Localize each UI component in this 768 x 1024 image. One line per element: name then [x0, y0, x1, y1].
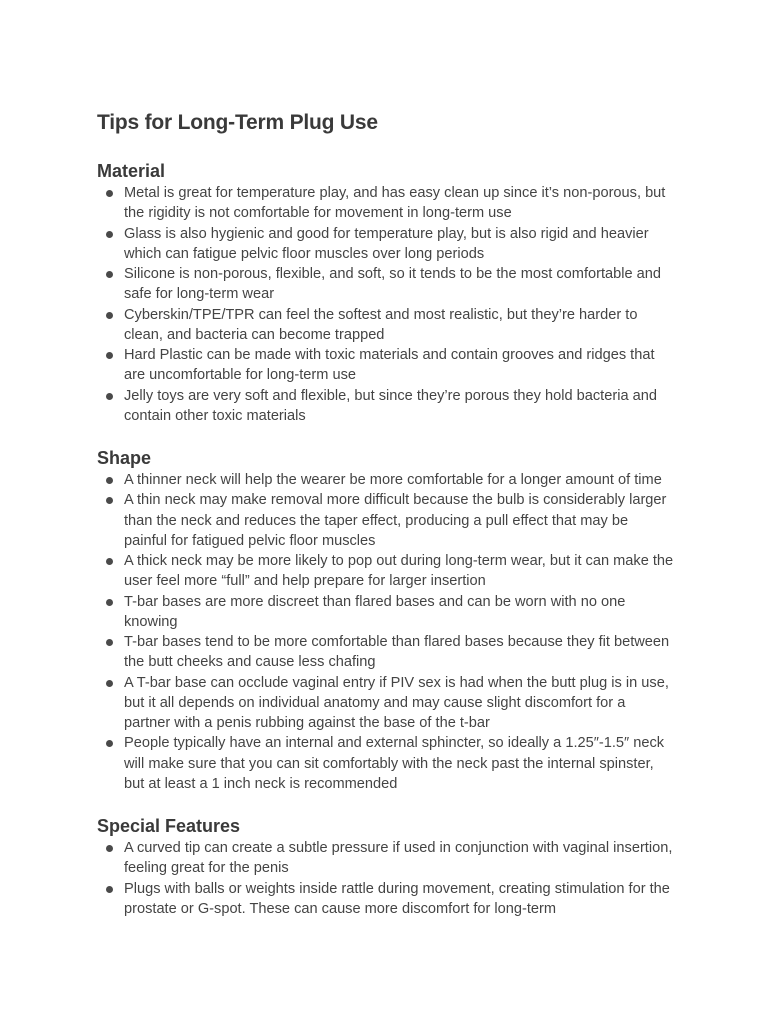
bullet-dot-icon: [106, 497, 113, 504]
list-item-text: Jelly toys are very soft and flexible, but since they’re porous they hold bacteria and contain other toxic materials: [124, 387, 657, 424]
section-special-features: [97, 814, 674, 919]
list-item: [97, 490, 674, 551]
list-item: [97, 470, 674, 490]
list-item-text: T-bar bases tend to be more comfortable than flared bases because they fit between the butt cheeks and cause less chafing: [124, 634, 670, 671]
bullet-dot-icon: [106, 599, 113, 606]
bullet-dot-icon: [106, 740, 113, 747]
bullet-dot-icon: [106, 477, 113, 484]
list-item: [97, 224, 674, 265]
bullet-dot-icon: [106, 639, 113, 646]
bullet-list: [97, 838, 674, 919]
list-item: [97, 838, 674, 879]
bullet-list: [97, 470, 674, 794]
list-item-text: T-bar bases are more discreet than flared bases and can be worn with no one knowing: [124, 593, 626, 630]
section-heading: Special Features: [97, 816, 241, 836]
list-item-text: Cyberskin/TPE/TPR can feel the softest and most realistic, but they’re harder to clean, and bacteria can become trapped: [124, 306, 638, 343]
list-item: [97, 305, 674, 346]
list-item-text: Plugs with balls or weights inside rattle during movement, creating stimulation for the prostate or G-spot. These can cause more discomfort for long-term: [124, 880, 670, 917]
list-item: [97, 733, 674, 794]
list-item: [97, 632, 674, 673]
list-item-text: A thick neck may be more likely to pop out during long-term wear, but it can make the user feel more “full” and help prepare for larger insertion: [124, 553, 674, 590]
bullet-dot-icon: [106, 352, 113, 359]
bullet-dot-icon: [106, 231, 113, 238]
list-item: [97, 551, 674, 592]
section-heading: Shape: [97, 448, 152, 468]
section-shape: [97, 446, 674, 794]
list-item-text: A T-bar base can occlude vaginal entry if PIV sex is had when the butt plug is in use, but it all depends on individual anatomy and may cause slight discomfort for a partner with a penis rubbing against the base of the t-bar: [124, 674, 669, 731]
bullet-dot-icon: [106, 312, 113, 319]
document-title: Tips for Long-Term Plug Use: [97, 111, 378, 134]
list-item-text: A thinner neck will help the wearer be more comfortable for a longer amount of time: [124, 472, 662, 488]
list-item: [97, 879, 674, 920]
bullet-dot-icon: [106, 845, 113, 852]
list-item: [97, 673, 674, 734]
list-item: [97, 183, 674, 224]
bullet-dot-icon: [106, 558, 113, 565]
list-item-text: A thin neck may make removal more difficult because the bulb is considerably larger than the neck and reduces the taper effect, producing a pull effect that may be painful for fatigued pelvic floor muscles: [124, 492, 667, 549]
bullet-dot-icon: [106, 271, 113, 278]
list-item-text: Hard Plastic can be made with toxic materials and contain grooves and ridges that are uncomfortable for long-term use: [124, 347, 655, 384]
list-item: [97, 345, 674, 386]
bullet-dot-icon: [106, 190, 113, 197]
list-item: [97, 386, 674, 427]
bullet-dot-icon: [106, 680, 113, 687]
list-item-text: Silicone is non-porous, flexible, and soft, so it tends to be the most comfortable and safe for long-term wear: [124, 266, 662, 303]
section-heading: Material: [97, 161, 166, 181]
bullet-list: [97, 183, 674, 426]
list-item-text: People typically have an internal and external sphincter, so ideally a 1.25″-1.5″ neck will make sure that you can sit comfortably with the neck past the internal spinster, but at least a 1 inch neck is recommended: [124, 735, 665, 792]
list-item-text: A curved tip can create a subtle pressure if used in conjunction with vaginal insertion, feeling great for the penis: [124, 840, 673, 877]
list-item: [97, 264, 674, 305]
list-item: [97, 592, 674, 633]
bullet-dot-icon: [106, 886, 113, 893]
list-item-text: Glass is also hygienic and good for temperature play, but is also rigid and heavier which can fatigue pelvic floor muscles over long periods: [124, 225, 649, 262]
list-item-text: Metal is great for temperature play, and has easy clean up since it’s non-porous, but the rigidity is not comfortable for movement in long-term use: [124, 185, 666, 222]
bullet-dot-icon: [106, 393, 113, 400]
section-material: [97, 159, 674, 426]
